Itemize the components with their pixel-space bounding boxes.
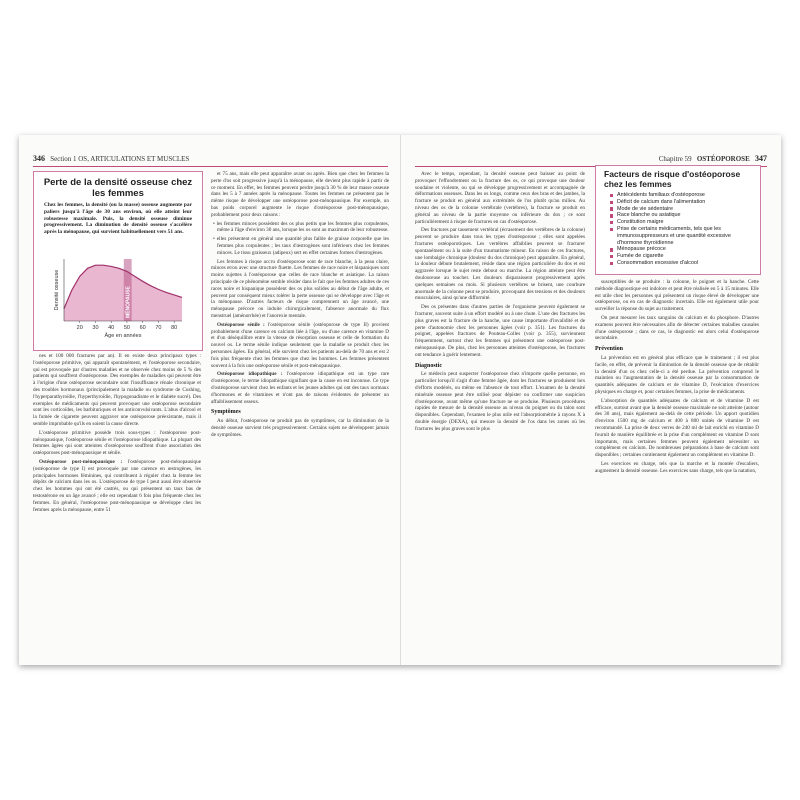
bullet-square-icon <box>610 248 613 251</box>
risk-factor-item: Consommation excessive d'alcool <box>610 260 752 267</box>
subheading: Ostéoporose post-ménopausique : <box>39 458 123 465</box>
chapter-label: Chapitre 59 <box>658 155 692 163</box>
paragraph: susceptibles de se produire : la colonne, le poignet et la hanche. Cette méthode diagnostique est indolore et peut être réalisée en 5 à 15 minutes. Elle est utile chez les personnes qui présentent un risque élevé de développer une ostéoporose, ou en cas de diagnostic incertain. Elle est également utile pour surveiller la réponse du sujet au traitement. <box>595 279 759 313</box>
paragraph: Au début, l'ostéoporose ne produit pas de symptômes, car la diminution de la densité osseuse survient très progressivement. Certains sujets ne développent jamais de symptômes. <box>211 418 389 438</box>
x-tick-label: 60 <box>139 325 146 331</box>
bullet-square-icon <box>610 207 613 210</box>
bullet-item: • elles présentent en général une quantité plus faible de graisse corporelle que les femmes plus corpulentes ; les taux d'œstrogènes sont inférieurs chez les femmes minces. Le tissu graisseux (adipeux) sert en effet certaines formes d'œstrogènes. <box>213 236 389 256</box>
x-tick-label: 50 <box>123 325 130 331</box>
bullet-square-icon <box>610 194 613 197</box>
page-number: 347 <box>755 154 767 163</box>
chapter-title: OSTÉOPOROSE <box>696 155 750 163</box>
bullet-square-icon <box>610 201 613 204</box>
bullet-square-icon <box>610 221 613 224</box>
risk-factor-item: Déficit de calcium dans l'alimentation <box>610 199 752 206</box>
paragraph: et 75 ans, mais elle peut apparaître avant ou après. Bien que chez les femmes la perte d'os soit progressive jusqu'à la ménopause, elle devient plus rapide à partir de ce moment. En effet, les femmes peuvent perdre jusqu'à 30 % de leur masse osseuse dans les 5 à 7 années après la ménopause. Toutes les femmes ne présentent pas le même risque de développer une ostéoporose post-ménopausique. Par exemple, un bas poids corporel augmente le risque d'ostéoporose post-ménopausique, probablement pour deux raisons : <box>211 171 389 218</box>
risk-factor-item: Race blanche ou asiatique <box>610 212 752 219</box>
right-col-2 <box>595 279 759 477</box>
x-tick-label: 30 <box>92 325 99 331</box>
paragraph: L'absorption de quantités adéquates de calcium et de vitamine D est efficace, surtout avant que la densité osseuse maximale ne soit atteinte (autour des 30 ans), mais également au-delà de cette période. Un apport quotidien d'environ 1500 mg de calcium et 400 à 800 unités de vitamine D est recommandé. La prise de deux verres de 240 ml de lait enrichi en vitamine D fournit de manière équilibrée et la prise d'un complément en vitamine D sont importants, mais certaines femmes peuvent également nécessiter un complément en calcium. De nombreuses préparations à base de calcium sont disponibles ; certaines contiennent également un complément en vitamine D. <box>595 397 759 459</box>
risk-factor-item: Fumée de cigarette <box>610 253 752 260</box>
x-tick-label: 70 <box>155 325 162 331</box>
risk-factor-item: Constitution maigre <box>610 219 752 226</box>
paragraph: Avec le temps, cependant, la densité osseuse peut baisser au point de provoquer l'effondrement ou la fracture des os, ce qui provoque une douleur soudaine et violente, ou qui se développe progressivement et accompagnée de déformations osseuses. Dans les os longs, comme ceux des bras et des jambes, la fracture se produit en général aux extrémités de l'os plutôt qu'au milieu. Au niveau des os de la colonne vertébrale (vertèbres), la fracture se produit en général au niveau de la partie moyenne ou inférieure du dos ; ce sont particulièrement à risque de fractures en cas d'ostéoporose. <box>415 171 585 225</box>
x-tick-label: 20 <box>76 325 83 331</box>
section-title: Section 1 OS, ARTICULATIONS ET MUSCLES <box>50 155 190 163</box>
bullet-square-icon <box>610 214 613 217</box>
paragraph: l'ostéoporose post-ménopausique (ostéoporose de type I) est provoquée par une carence en œstrogènes, les principales hormones féminines, qui contribuent à réguler chez la femme les dépôts de calcium dans les os. L'ostéoporose de type I peut aussi être observée chez les hommes qui ont été castrés, ou qui présentent un taux bas de testostérone en un âge avancé ; elle est cependant 6 fois plus fréquente chez les femmes. En général, l'ostéoporose post-ménopausique se développe chez les femmes après la ménopause, entre 51 <box>33 458 202 513</box>
box-title: Perte de la densité osseuse chez les femmes <box>43 177 193 199</box>
left-page-header <box>33 153 189 165</box>
book-spread <box>19 135 781 665</box>
section-heading: Diagnostic <box>415 362 442 369</box>
right-page <box>401 135 781 665</box>
paragraph: Les femmes à risque accru d'ostéoporose sont de race blanche, à la peau claire, minces et/ou avec une structure fluette. Les femmes de race noire et hispaniques sont moins sujettes à l'ostéoporose que celles de race blanche et asiatique. La raison principale de ce phénomène semble résider dans le fait que les femmes adultes de ces races noire et hispanique possèdent des os plus solides au début de l'âge adulte, et peuvent par conséquent mieux tolérer la perte osseuse qui se développe avec l'âge et la ménopause. D'autres facteurs de risque comprennent un âge avancé, une ménopause précoce ou induite chirurgicalement, l'absence anormale du flux menstruel (aménorrhée) et l'anorexie mentale. <box>211 258 389 319</box>
left-col-1 <box>33 353 201 515</box>
paragraph: Le médecin peut suspecter l'ostéoporose chez n'importe quelle personne, en particulier lorsqu'il s'agit d'une femme âgée, dont les fractures se produisent lors d'efforts modérés, ou même en l'absence de tout effort. L'examen de la densité minérale osseuse peut être utilisé pour dépister ou confirmer une suspicion d'ostéoporose, avant même qu'une fracture ne se produise. Plusieurs procédures rapides de mesure de la densité osseuse au niveau du poignet ou du talon sont disponibles. Cependant, l'examen le plus utile est l'absorptiométrie à rayons X à double énergie (DEXA), qui mesure la densité de l'os dans les zones où les fractures les plus graves sont le plus <box>415 371 585 432</box>
left-page <box>19 135 400 665</box>
bullet-square-icon <box>610 255 613 258</box>
subheading: Ostéoporose idiopathique : <box>217 371 283 378</box>
paragraph: nes et 100 000 fractures par an). Il en existe deux principaux types : l'ostéoporose primitive, qui apparaît spontanément, et l'ostéoporose secondaire, qui est provoquée par d'autres maladies et ne observée chez moins de 5 % des patients qui souffrent d'ostéoporose. Des exemples de maladies qui peuvent être à l'origine d'une ostéoporose secondaire sont l'insuffisance rénale chronique et des troubles hormonaux (principalement la maladie ou syndrome de Cushing, l'hyperparathyroïdie, l'hyperthyroïdie, l'hypogonadisme et le diabète sucré). Des exemples de médicaments qui peuvent provoquer une ostéoporose secondaire sont les corticoïdes, les barbituriques et les anticonvulsivants. L'abus d'alcool et la fumée de cigarette peuvent aggraver une ostéoporose préexistante, mais il semble improbable qu'ils en soient la cause directe. <box>33 353 201 427</box>
y-axis-label: Densité osseuse <box>54 269 60 311</box>
paragraph: l'ostéoporose sénile (ostéoporose de type II) provient probablement d'une carence en calcium liée à l'âge, ou d'une carence en vitamine D et d'un déséquilibre entre la vitesse de résorption osseuse et celle de formation du nouvel os. Le terme sénile indique seulement que la maladie se produit chez les personnes âgées. En général, elle survient chez les patients au-delà de 70 ans et est 2 fois plus fréquente chez les femmes que chez les hommes. Les femmes présentent souvent à la fois une ostéoporose sénile et post-ménopausique. <box>211 321 390 369</box>
risk-factor-list <box>596 192 760 267</box>
x-tick-label: 80 <box>171 325 178 331</box>
menopause-label: MÉNOPAUSE <box>125 286 132 318</box>
paragraph: l'ostéoporose idiopathique est un type rare d'ostéoporose, le terme idiopathique signifiant que la cause en est inconnue. Ce type d'ostéoporose survient chez les enfants et les jeunes adultes qui ont des taux normaux d'hormones et de vitamines et n'ont pas de raisons évidentes de présenter un affaiblissement osseux. <box>211 371 390 405</box>
left-col-2 <box>211 171 389 440</box>
right-page-header <box>659 153 767 165</box>
bullet-item: • les femmes minces possèdent des os plus petits que les femmes plus corpulentes, même à l'âge d'environ 30 ans, lorsque les os sont au maximum de leur robustesse. <box>213 220 389 234</box>
paragraph: Des fractures par tassement vertébral (écrasement des vertèbres de la colonne) peuvent se produire dans tous les types d'ostéoporose ; elles sont appelées fractures ostéoporotiques. Les vertèbres affaiblies peuvent se fracturer spontanément ou à la suite d'un traumatisme mineur. En raison de ces fractures, une lombalgie chronique (douleur du dos chronique) peut apparaître. En général, la douleur débute brutalement, réside dans une région particulière du dos et est aggravée lorsque le sujet reste debout ou marche. La région atteinte peut être douloureuse au toucher. Les douleurs disparaissent progressivement après quelques semaines ou mois. Si plusieurs vertèbres se brisent, une courbure anormale de la colonne peut se produire, provoquant des tensions et des douleurs musculaires, ainsi qu'une difformité. <box>415 227 585 302</box>
bullet-square-icon <box>610 228 613 231</box>
x-axis-label: Âge en années <box>104 333 142 339</box>
risk-factor-item: Antécédents familiaux d'ostéoporose <box>610 192 752 199</box>
paragraph: On peut mesurer les taux sanguins du calcium et du phosphore. D'autres examens peuvent être nécessaires afin de détecter certaines maladies causales d'une ostéoporose ; dans ce cas, le diagnostic est alors celui d'ostéoporose secondaire. <box>595 314 759 342</box>
paragraph: Les exercices en charge, tels que la marche et la montée d'escaliers, augmentent la densité osseuse. Les exercices sans charge, tels que la natation, <box>595 460 759 474</box>
box-intro: Chez les femmes, la densité (ou la masse) osseuse augmente par paliers jusqu'à l'âge de 30 ans environ, où elle atteint leur robustesse maximale. Puis, la densité osseuse diminue progressivement. La diminution de densité osseuse s'accélère après la ménopause, qui survient habituellement vers 51 ans. <box>44 202 192 236</box>
bone-density-chart <box>42 255 192 347</box>
bullet-square-icon <box>610 262 613 265</box>
risk-factor-item: Ménopause précoce <box>610 246 752 253</box>
risk-box-title: Facteurs de risque d'ostéoporose chez les femmes <box>604 169 741 189</box>
risk-factors-box <box>595 165 761 275</box>
risk-factor-item: Prise de certains médicaments, tels que les immunosuppresseurs et une quantité excessive d'hormone thyroïdienne <box>610 226 752 246</box>
page-number: 346 <box>33 154 45 163</box>
section-heading: Prévention <box>595 346 623 353</box>
header-rule <box>33 166 388 167</box>
subheading: Ostéoporose sénile : <box>217 321 265 328</box>
paragraph: L'ostéoporose primitive possède trois sous-types : l'ostéoporose post-ménopausique, l'ostéoporose sénile et l'ostéoporose idiopathique. La plupart des femmes âgées qui sont atteintes d'ostéoporose souffrent d'une association des ostéoporoses post-ménopausique et sénile. <box>33 429 201 457</box>
right-col-1 <box>415 171 585 434</box>
risk-factor-item: Mode de vie sédentaire <box>610 206 752 213</box>
paragraph: La prévention est en général plus efficace que le traitement ; il est plus facile, en effet, de prévenir la diminution de la densité osseuse que de rétablir la densité d'un os chez celle-ci a été perdue. La prévention comprend le maintien ou l'augmentation de la densité osseuse par la consommation de quantités adéquates de calcium et de vitamine D, l'exécution d'exercices physiques en charge et, pour certaines femmes, la prise de médicaments. <box>595 354 759 395</box>
section-heading: Symptômes <box>211 409 241 416</box>
paragraph: Des os présentes dans d'autres parties de l'organisme peuvent également se fracturer, souvent suite à un effort modéré ou à une chute. L'une des fractures les plus graves est la fracture de la hanche, une cause importante d'invalidité et de perte d'autonomie chez les personnes âgées (voir p. 351). Les fractures du poignet, appelées fractures de Pouteau-Colles (voir p. 355), surviennent fréquemment, surtout chez les femmes qui présentent une ostéoporose post-ménopausique. De plus, chez les personnes atteintes d'ostéoporose, les fractures ont tendance à guérir lentement. <box>415 304 585 358</box>
bone-density-box <box>33 171 203 351</box>
x-tick-label: 40 <box>108 325 115 331</box>
